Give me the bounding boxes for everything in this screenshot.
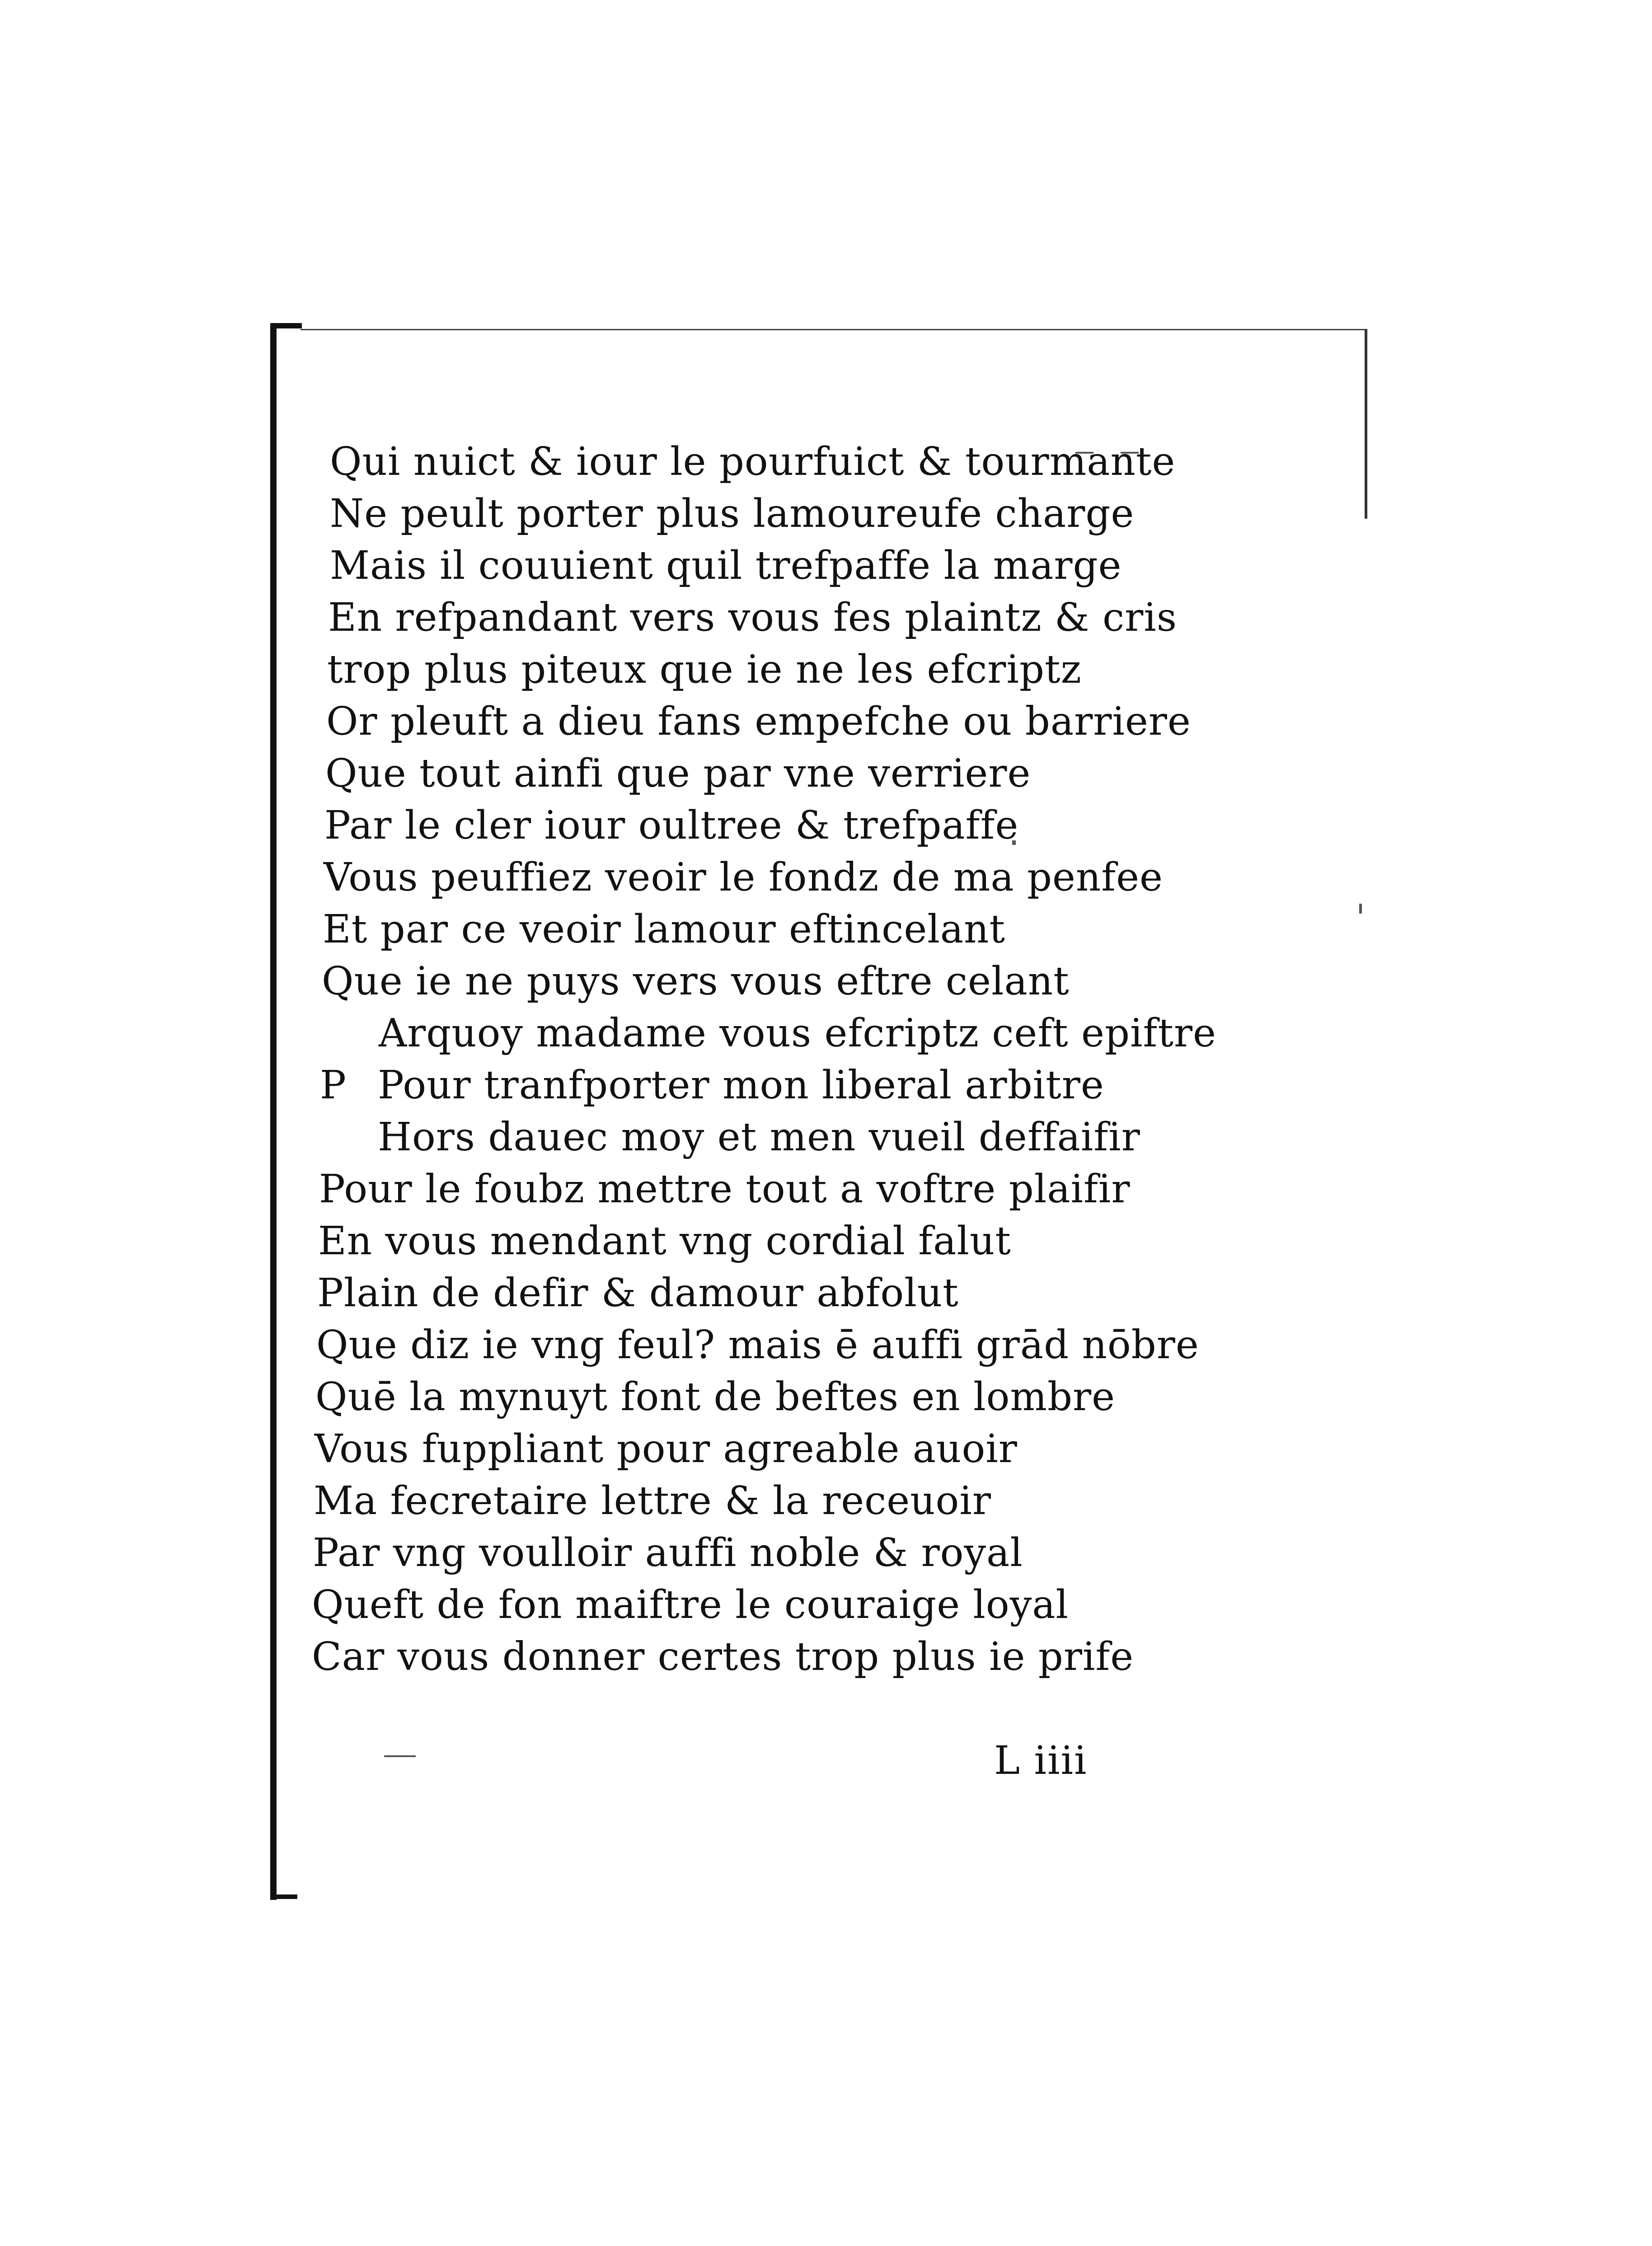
right-rule xyxy=(1365,329,1367,519)
left-binding-rule xyxy=(270,323,277,1900)
verse-line: Vous peuffiez veoir le fondz de ma penfee xyxy=(324,855,1163,900)
verse-line: Mais il couuient quil trefpaffe la marge xyxy=(330,543,1122,588)
verse-line-text: Pour tranfporter mon liberal arbitre xyxy=(378,1063,1104,1108)
verse-line: Queft de fon maiftre le couraige loyal xyxy=(312,1582,1069,1627)
verse-line: Quē la mynuyt font de beftes en lombre xyxy=(315,1374,1116,1420)
verse-line: Hors dauec moy et men vueil deffaifir xyxy=(378,1115,1140,1160)
verse-line: Or pleuft a dieu fans empefche ou barriere xyxy=(326,699,1191,744)
top-rule xyxy=(300,329,1367,330)
verse-line: Par le cler iour oultree & trefpaffe xyxy=(324,803,1019,848)
ink-speck xyxy=(384,1755,416,1757)
verse-line: En refpandant vers vous fes plaintz & cris xyxy=(328,595,1177,640)
verse-line: En vous mendant vng cordial falut xyxy=(318,1219,1011,1264)
verse-line: Que ie ne puys vers vous eftre celant xyxy=(322,959,1070,1004)
verse-line: trop plus piteux que ie ne les efcriptz xyxy=(327,647,1082,692)
verse-line: Que diz ie vng feul? mais ē auffi grād nōbre xyxy=(316,1322,1199,1368)
left-rule-bottom-cap xyxy=(270,1894,297,1899)
verse-line: Par vng voulloir auffi noble & royal xyxy=(313,1530,1023,1575)
verse-line: Et par ce veoir lamour eftincelant xyxy=(323,907,1005,952)
verse-line: Ne peult porter plus lamoureufe charge xyxy=(330,491,1135,536)
left-rule-top-cap xyxy=(270,323,302,328)
verse-line: Que tout ainfi que par vne verriere xyxy=(325,751,1031,796)
verse-line: Qui nuict & iour le pourfuict & tourmante xyxy=(330,439,1176,484)
verse-line: Car vous donner certes trop plus ie prife xyxy=(312,1634,1134,1679)
verse-line-with-marker xyxy=(312,1060,1328,1111)
verse-line: Pour le foubz mettre tout a voftre plaifir xyxy=(319,1167,1131,1212)
verse-line: Plain de defir & damour abfolut xyxy=(317,1271,959,1316)
verse-line: Vous fuppliant pour agreable auoir xyxy=(314,1426,1018,1472)
verse-line: Ma fecretaire lettre & la receuoir xyxy=(314,1478,991,1524)
signature-mark: L iiii xyxy=(994,1738,1088,1783)
margin-marker: P xyxy=(320,1063,347,1108)
verse-block xyxy=(312,436,1328,1683)
verse-line: Arquoy madame vous efcriptz ceft epiftre xyxy=(379,1011,1216,1056)
ink-speck xyxy=(1359,904,1362,914)
